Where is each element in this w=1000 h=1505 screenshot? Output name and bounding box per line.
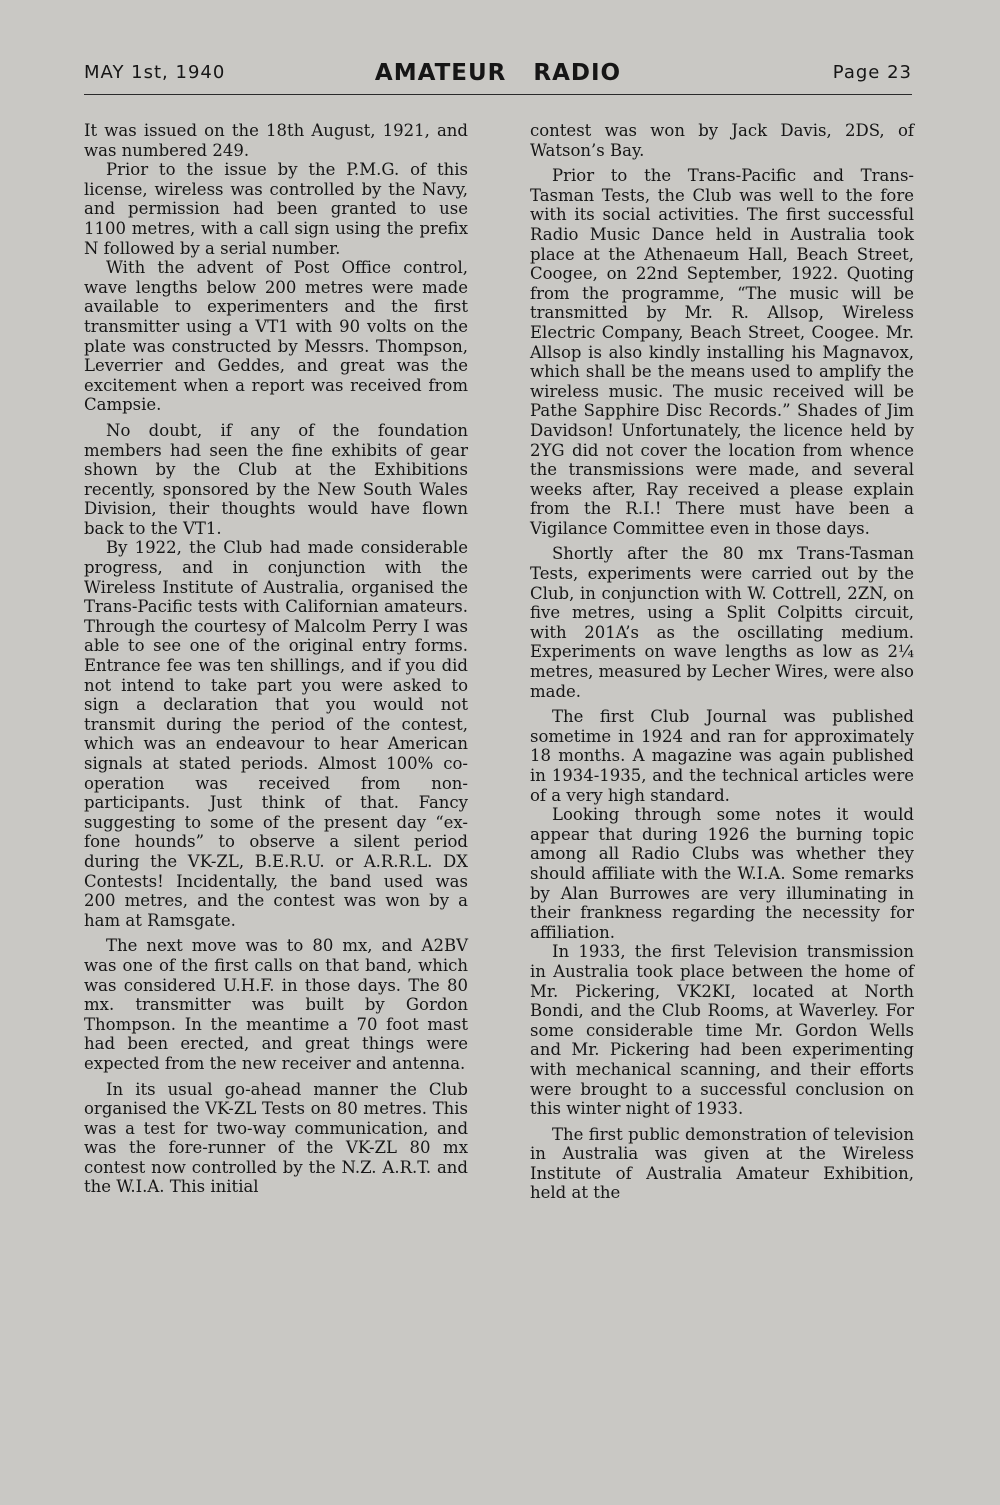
paragraph: contest was won by Jack Davis, 2DS, of Watson’s Bay. [530, 121, 914, 160]
paragraph: In 1933, the first Television transmission in Australia took place between the home of Mr. Pickering, VK2KI, located at North Bondi, and the Club Rooms, at Waverley. For some considerable time Mr. Gordon Wells and Mr. Pickering had been experimenting with mechanical scanning, and their efforts were brought to a successful conclusion on this winter night of 1933. [530, 942, 914, 1119]
paragraph: With the advent of Post Office control, wave lengths below 200 metres were made available to experimenters and the first transmitter using a VT1 with 90 volts on the plate was constructed by Messrs. Thompson, Leverrier and Geddes, and great was the excitement when a report was received from Campsie. [84, 258, 468, 415]
paragraph: Prior to the Trans-Pacific and Trans-Tasman Tests, the Club was well to the fore with its social activities. The first successful Radio Music Dance held in Australia took place at the Athenaeum Hall, Beach Street, Coogee, on 22nd September, 1922. Quoting from the programme, “The music will be transmitted by Mr. R. Allsop, Wireless Electric Company, Beach Street, Coogee. Mr. Allsop is also kindly installing his Magnavox, which shall be the means used to amplify the wireless music. The music received will be Pathe Sapphire Disc Records.” Shades of Jim Davidson! Unfortunately, the licence held by 2YG did not cover the location from whence the transmissions were made, and several weeks after, Ray received a please explain from the R.I.! There must have been a Vigilance Committee even in those days. [530, 166, 914, 538]
paragraph: In its usual go-ahead manner the Club organised the VK-ZL Tests on 80 metres. This was a test for two-way communication, and was the fore-runner of the VK-ZL 80 mx contest now controlled by the N.Z. A.R.T. and the W.I.A. This initial [84, 1079, 468, 1197]
magazine-title: AMATEUR RADIO [374, 60, 622, 86]
page-number: Page 23 [832, 62, 912, 83]
page-header [84, 60, 912, 95]
paragraph: The first Club Journal was published sometime in 1924 and ran for approximately 18 months. A magazine was again published in 1934-1935, and the technical articles were of a very high standard. [530, 707, 914, 805]
paragraph: Shortly after the 80 mx Trans-Tasman Tests, experiments were carried out by the Club, in conjunction with W. Cottrell, 2ZN, on five metres, using a Split Colpitts circuit, with 201A’s as the oscillating medium. Experiments on wave lengths as low as 2¼ metres, measured by Lecher Wires, were also made. [530, 544, 914, 701]
paragraph: Prior to the issue by the P.M.G. of this license, wireless was controlled by the Navy, and permission had been granted to use 1100 metres, with a call sign using the prefix N followed by a serial number. [84, 160, 468, 258]
paragraph: The next move was to 80 mx, and A2BV was one of the first calls on that band, which was considered U.H.F. in those days. The 80 mx. transmitter was built by Gordon Thompson. In the meantime a 70 foot mast had been erected, and great things were expected from the new receiver and antenna. [84, 936, 468, 1073]
paragraph: It was issued on the 18th August, 1921, and was numbered 249. [84, 121, 468, 160]
paragraph: Looking through some notes it would appear that during 1926 the burning topic among all Radio Clubs was whether they should affiliate with the W.I.A. Some remarks by Alan Burrowes are very illuminating in their frankness regarding the necessity for affiliation. [530, 805, 914, 942]
paragraph: By 1922, the Club had made considerable progress, and in conjunction with the Wireless Institute of Australia, organised the Trans-Pacific tests with Californian amateurs. Through the courtesy of Malcolm Perry I was able to see one of the original entry forms. Entrance fee was ten shillings, and if you did not intend to take part you were asked to sign a declaration that you would not transmit during the period of the contest, which was an endeavour to hear American signals at stated periods. Almost 100% co-operation was received from non-participants. Just think of that. Fancy suggesting to some of the present day “ex-fone hounds” to observe a silent period during the VK-ZL, B.E.R.U. or A.R.R.L. DX Contests! Incidentally, the band used was 200 metres, and the contest was won by a ham at Ramsgate. [84, 538, 468, 930]
paragraph: No doubt, if any of the foundation members had seen the fine exhibits of gear shown by the Club at the Exhibitions recently, sponsored by the New South Wales Division, their thoughts would have flown back to the VT1. [84, 420, 468, 538]
right-column [530, 121, 914, 1209]
paragraph: The first public demonstration of television in Australia was given at the Wireless Institute of Australia Amateur Exhibition, held at the [530, 1124, 914, 1203]
issue-date: MAY 1st, 1940 [84, 62, 226, 83]
left-column [84, 121, 468, 1203]
